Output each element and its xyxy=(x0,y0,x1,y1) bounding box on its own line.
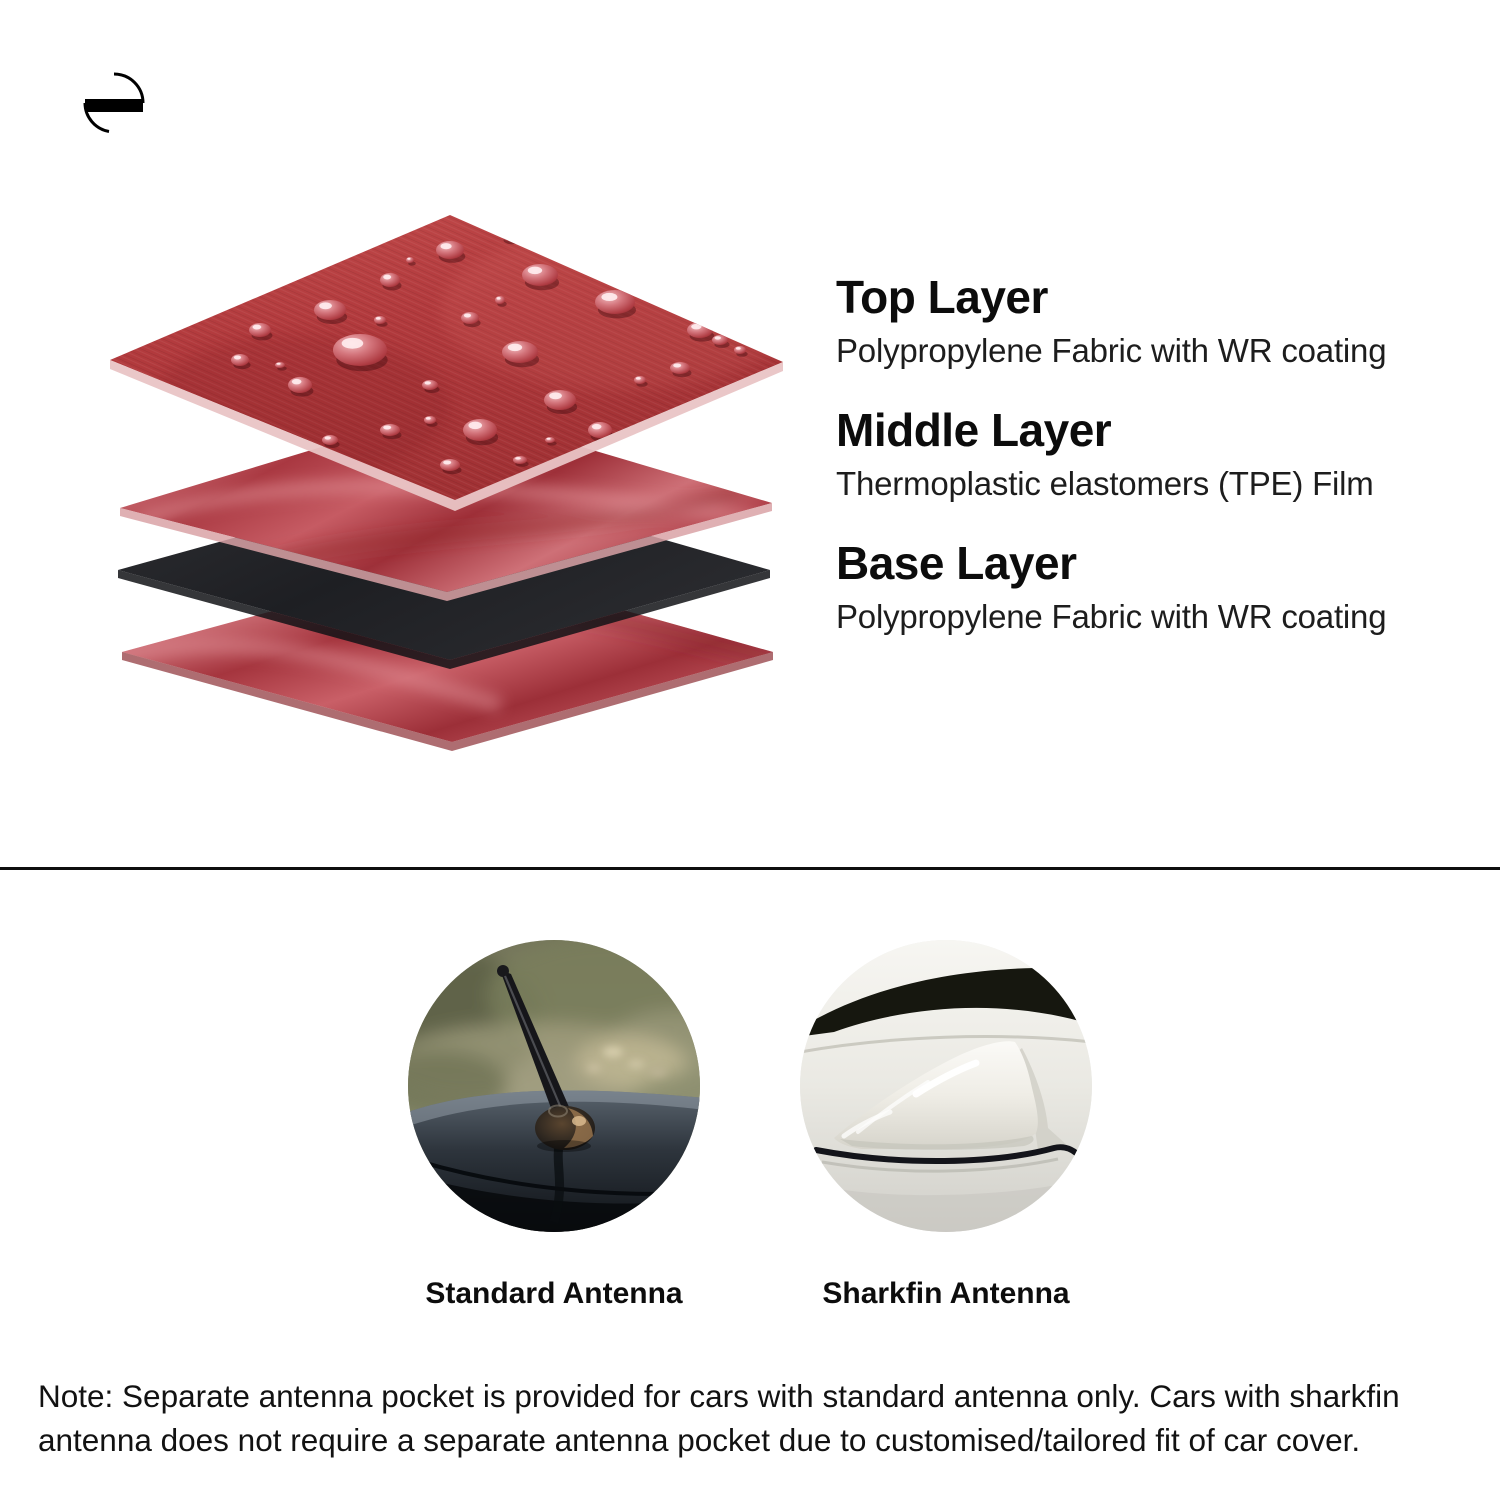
layer-description: Thermoplastic elastomers (TPE) Film xyxy=(836,464,1374,502)
layer-description: Polypropylene Fabric with WR coating xyxy=(836,597,1387,635)
layer-label-base xyxy=(836,539,1476,636)
layer-top-fabric xyxy=(80,190,820,520)
section-divider xyxy=(0,867,1500,870)
layer-description: Polypropylene Fabric with WR coating xyxy=(836,331,1387,369)
brand-logo-icon xyxy=(78,68,154,144)
note-text: Note: Separate antenna pocket is provided for cars with standard antenna only. Cars with sharkfin antenna does not require a separate antenna pocket due to customised/tailored fit of car cover. xyxy=(38,1378,1400,1459)
sharkfin-antenna-label: Sharkfin Antenna xyxy=(822,1277,1070,1310)
fabric-layers-diagram xyxy=(80,190,820,760)
layer-title: Top Layer xyxy=(836,271,1048,323)
layer-label-middle xyxy=(836,406,1476,503)
sharkfin-antenna-photo xyxy=(800,940,1092,1232)
standard-antenna-label: Standard Antenna xyxy=(425,1277,683,1310)
layer-label-top xyxy=(836,273,1476,370)
standard-antenna-photo xyxy=(408,940,700,1232)
layer-title: Middle Layer xyxy=(836,404,1112,456)
layer-title: Base Layer xyxy=(836,537,1077,589)
